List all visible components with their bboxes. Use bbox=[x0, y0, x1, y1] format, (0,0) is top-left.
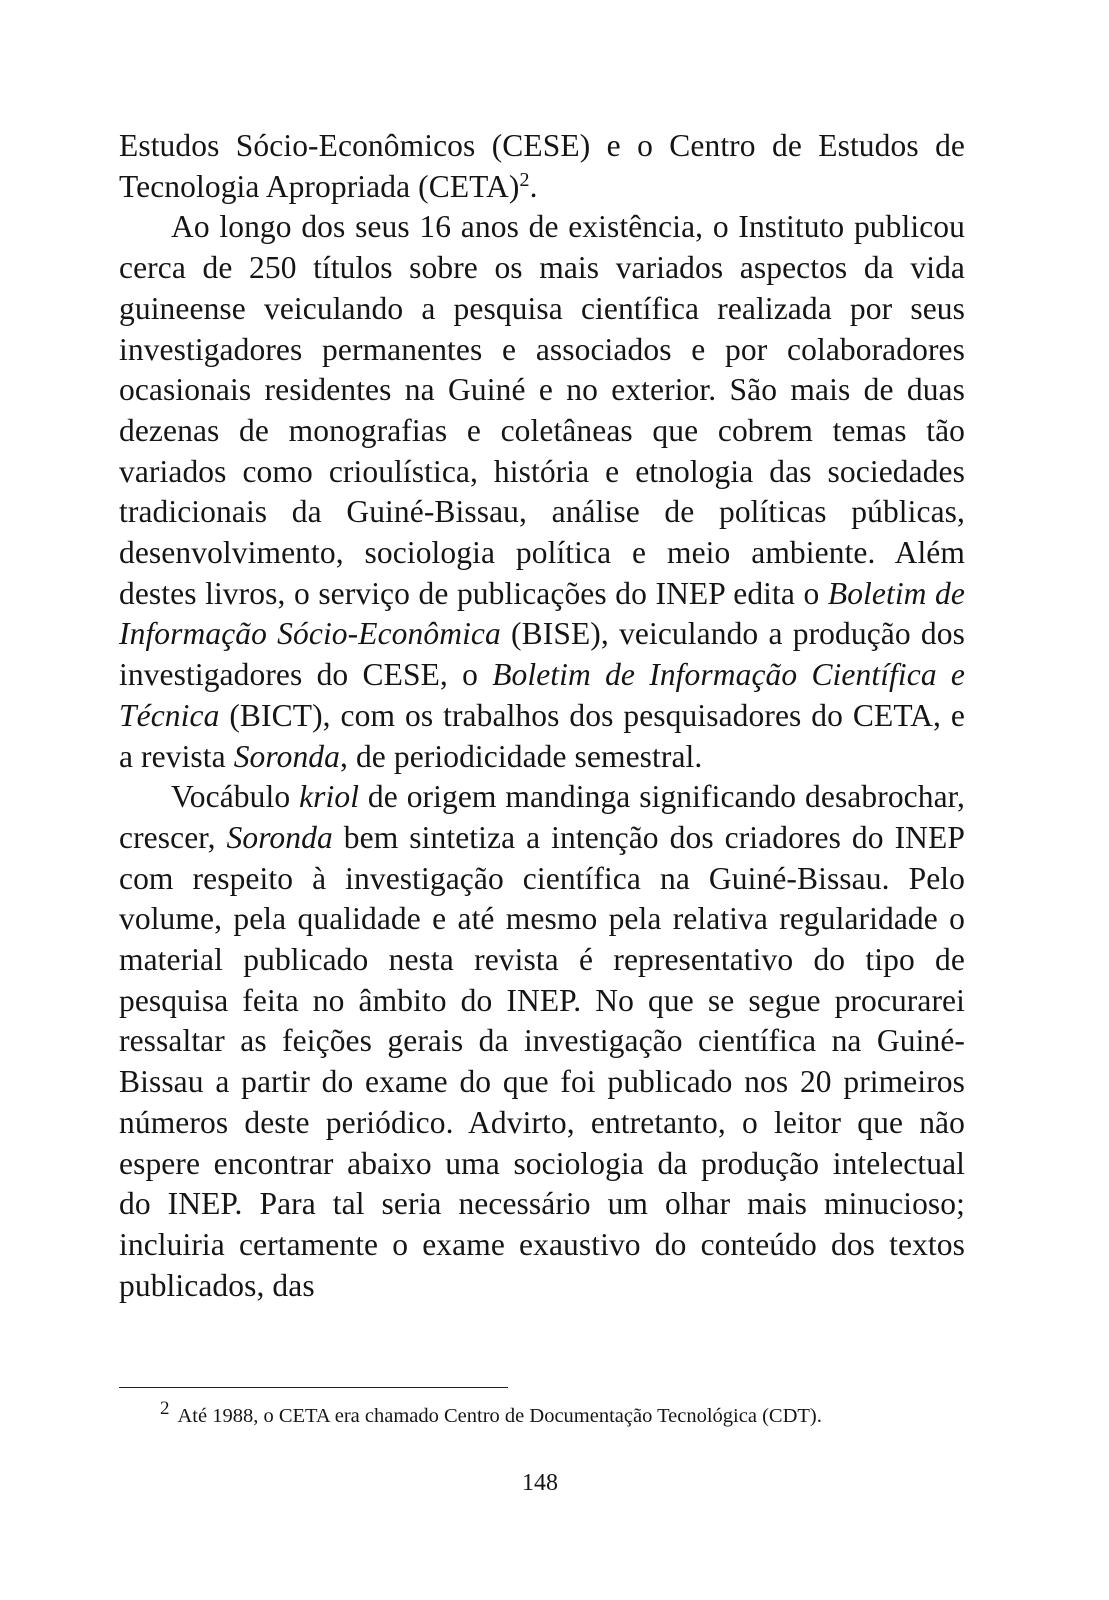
italic-title: Soronda bbox=[226, 819, 333, 855]
page-number: 148 bbox=[522, 1470, 558, 1496]
paragraph-continued bbox=[119, 126, 965, 207]
italic-title: Boletim de Informação Sócio-Econômica bbox=[119, 575, 965, 652]
italic-title: Boletim de Informação Científica e Técnica bbox=[119, 657, 965, 733]
paragraph-text: Vocábulo bbox=[171, 779, 300, 815]
footnote-number: 2 bbox=[160, 1398, 170, 1419]
paragraph-text: (BISE), veiculando a produção dos investigadores do CESE, o bbox=[119, 616, 965, 693]
body-text bbox=[119, 126, 965, 1306]
paragraph-publications bbox=[119, 207, 965, 777]
footnote bbox=[160, 1398, 960, 1430]
paragraph-soronda bbox=[119, 777, 965, 1306]
footnote-text: Até 1988, o CETA era chamado Centro de Documentação Tecnológica (CDT). bbox=[177, 1405, 822, 1427]
footnote-reference: 2 bbox=[519, 168, 530, 191]
paragraph-text: Ao longo dos seus 16 anos de existência, o Instituto publicou cerca de 250 títulos sobre os mais variados aspectos da vida guineense veiculando a pesquisa científica realizada por seus investigadores permanentes e associados e por colaboradores ocasionais residentes na Guiné e no exterior. São mais de duas dezenas de monografias e coletâneas que cobrem temas tão variados como crioulística, história e etnologia das sociedades tradicionais da Guiné-Bissau, análise de políticas públicas, desenvolvimento, sociologia política e meio ambiente. Além destes livros, o serviço de publicações do INEP edita o bbox=[119, 209, 965, 611]
footnote-divider bbox=[119, 1387, 508, 1388]
italic-term: kriol bbox=[299, 779, 360, 815]
paragraph-text: de origem mandinga significando desabrochar, crescer, bbox=[119, 779, 965, 855]
italic-title: Soronda bbox=[233, 738, 340, 774]
paragraph-text: , de periodicidade semestral. bbox=[340, 738, 703, 774]
paragraph-end: . bbox=[529, 168, 538, 204]
paragraph-text: bem sintetiza a intenção dos criadores do INEP com respeito à investigação científica na Guiné-Bissau. Pelo volume, pela qualidade e até mesmo pela relativa regularidade o material publicado nesta revista é representativo do tipo de pesquisa feita no âmbito do INEP. No que se segue procurarei ressaltar as feições gerais da investigação científica na Guiné-Bissau a partir do exame do que foi publicado nos 20 primeiros números deste periódico. Advirto, entretanto, o leitor que não espere encontrar abaixo uma sociologia da produção intelectual do INEP. Para tal seria necessário um olhar mais minucioso; incluiria certamente o exame exaustivo do conteúdo dos textos publicados, das bbox=[119, 819, 965, 1303]
paragraph-text: (BICT), com os trabalhos dos pesquisadores do CETA, e a revista bbox=[119, 697, 965, 774]
paragraph-text: Estudos Sócio-Econômicos (CESE) e o Centro de Estudos de Tecnologia Apropriada (CETA) bbox=[119, 128, 965, 204]
